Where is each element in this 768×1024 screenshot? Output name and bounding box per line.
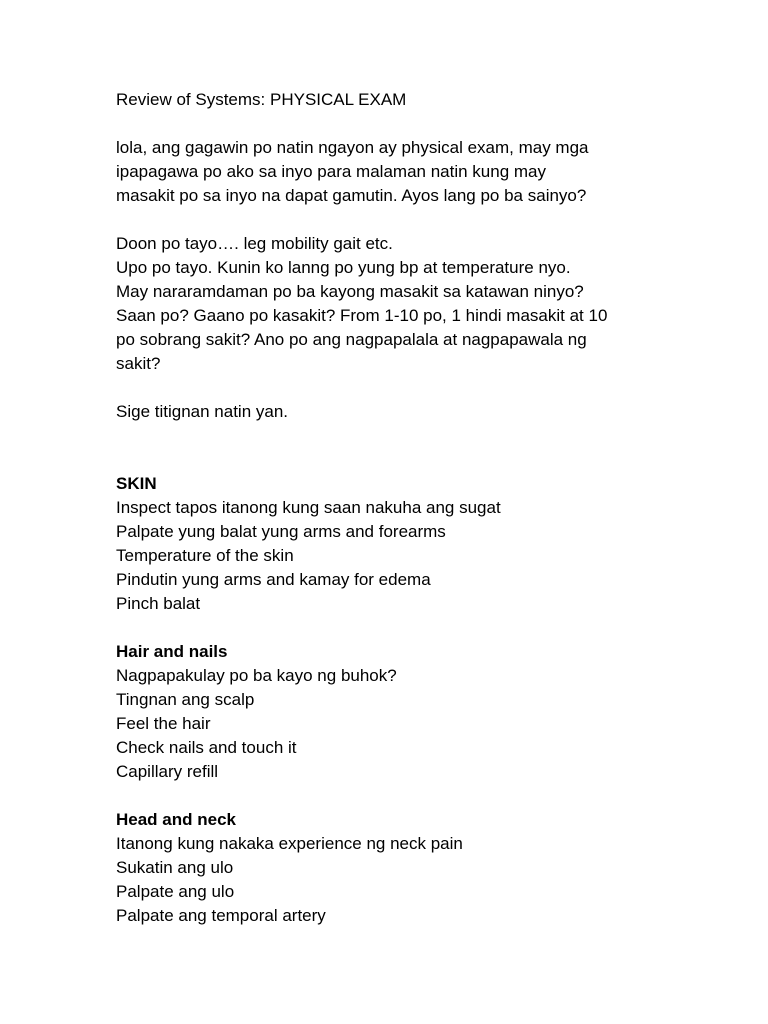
steps-line: Doon po tayo…. leg mobility gait etc. <box>116 234 393 253</box>
section-heading: SKIN <box>116 474 157 493</box>
spacer <box>116 208 676 232</box>
steps-line: po sobrang sakit? Ano po ang nagpapalala at nagpapawala ng <box>116 330 587 349</box>
spacer <box>116 616 676 640</box>
section-hair-and-nails <box>116 640 676 784</box>
spacer <box>116 376 676 400</box>
steps-line: Upo po tayo. Kunin ko lanng po yung bp at temperature nyo. <box>116 258 571 277</box>
section-item: Inspect tapos itanong kung saan nakuha ang sugat <box>116 498 501 517</box>
section-skin <box>116 472 676 616</box>
spacer <box>116 424 676 472</box>
steps-paragraph <box>116 232 676 376</box>
document-body <box>116 88 676 928</box>
steps-line: Saan po? Gaano po kasakit? From 1-10 po, 1 hindi masakit at 10 <box>116 306 608 325</box>
intro-line: lola, ang gagawin po natin ngayon ay physical exam, may mga <box>116 138 589 157</box>
section-heading: Hair and nails <box>116 642 228 661</box>
steps-line: sakit? <box>116 354 161 373</box>
intro-line: masakit po sa inyo na dapat gamutin. Ayos lang po ba sainyo? <box>116 186 587 205</box>
spacer <box>116 784 676 808</box>
document-title: Review of Systems: PHYSICAL EXAM <box>116 90 407 109</box>
section-item: Palpate ang temporal artery <box>116 906 326 925</box>
section-head-and-neck <box>116 808 676 928</box>
section-item: Check nails and touch it <box>116 738 297 757</box>
section-item: Tingnan ang scalp <box>116 690 255 709</box>
section-item: Temperature of the skin <box>116 546 294 565</box>
steps-line: May nararamdaman po ba kayong masakit sa katawan ninyo? <box>116 282 584 301</box>
section-item: Nagpapakulay po ba kayo ng buhok? <box>116 666 397 685</box>
intro-line: ipapagawa po ako sa inyo para malaman natin kung may <box>116 162 546 181</box>
section-item: Pinch balat <box>116 594 201 613</box>
section-item: Pindutin yung arms and kamay for edema <box>116 570 431 589</box>
closing-line: Sige titignan natin yan. <box>116 402 289 421</box>
section-heading: Head and neck <box>116 810 236 829</box>
section-item: Capillary refill <box>116 762 219 781</box>
section-item: Sukatin ang ulo <box>116 858 234 877</box>
section-item: Itanong kung nakaka experience ng neck pain <box>116 834 463 853</box>
section-item: Feel the hair <box>116 714 211 733</box>
spacer <box>116 112 676 136</box>
section-item: Palpate yung balat yung arms and forearms <box>116 522 446 541</box>
section-item: Palpate ang ulo <box>116 882 235 901</box>
intro-paragraph <box>116 136 676 208</box>
